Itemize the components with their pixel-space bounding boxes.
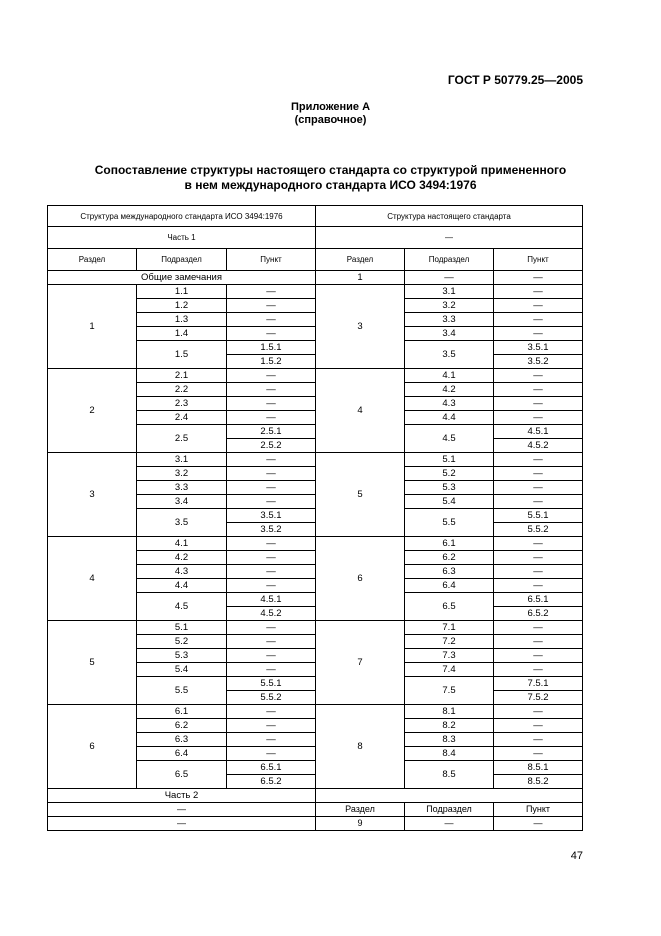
gost-item-cell: 4.5.2 <box>494 439 583 453</box>
gost-subsection-cell: 3.5 <box>405 341 494 369</box>
gost-item-cell: — <box>494 719 583 733</box>
standard-designation: ГОСТ Р 50779.25—2005 <box>447 73 583 87</box>
gost-item-cell: — <box>494 579 583 593</box>
iso-item-cell: — <box>227 719 316 733</box>
comparison-table <box>47 205 583 831</box>
iso-item-cell: 5.5.2 <box>227 691 316 705</box>
gost-item-cell: — <box>494 327 583 341</box>
gost-item-cell: — <box>494 537 583 551</box>
gost-section-cell: 3 <box>316 285 405 369</box>
iso-item-cell: — <box>227 747 316 761</box>
gost-item-cell: 8.5.1 <box>494 761 583 775</box>
page-number: 47 <box>570 850 583 862</box>
gost-subsection-cell: 3.4 <box>405 327 494 341</box>
gost-item-cell: — <box>494 495 583 509</box>
iso-subsection-cell: 3.3 <box>137 481 227 495</box>
iso-item-cell: — <box>227 397 316 411</box>
gost-item-cell: — <box>494 467 583 481</box>
iso-item-cell: 2.5.2 <box>227 439 316 453</box>
iso-item-cell: — <box>227 285 316 299</box>
iso-item-cell: — <box>227 621 316 635</box>
gost-subsection-cell: 8.2 <box>405 719 494 733</box>
iso-item-cell: — <box>227 453 316 467</box>
gost-subsection-cell: 8.4 <box>405 747 494 761</box>
iso-subsection-cell: 6.1 <box>137 705 227 719</box>
appendix-title: Приложение А <box>290 101 371 113</box>
table-row <box>48 285 583 299</box>
gost-subsection-cell: 4.3 <box>405 397 494 411</box>
part-2-gost-section: 9 <box>316 817 405 831</box>
iso-item-cell: 3.5.2 <box>227 523 316 537</box>
iso-item-cell: 1.5.1 <box>227 341 316 355</box>
table-caption <box>0 163 661 193</box>
gost-item-cell: 7.5.2 <box>494 691 583 705</box>
gost-item-cell: — <box>494 411 583 425</box>
iso-item-cell: 4.5.1 <box>227 593 316 607</box>
gost-part-2-empty <box>316 789 583 803</box>
iso-item-cell: — <box>227 663 316 677</box>
gost-subsection-cell: 4.2 <box>405 383 494 397</box>
iso-item-cell: 4.5.2 <box>227 607 316 621</box>
iso-part-2-data-dash: — <box>48 817 316 831</box>
iso-item-cell: — <box>227 299 316 313</box>
iso-subsection-cell: 1.3 <box>137 313 227 327</box>
gost-item-cell: — <box>494 705 583 719</box>
gost-subsection-cell: 5.4 <box>405 495 494 509</box>
gost-item-cell: — <box>494 621 583 635</box>
gost-subsection-cell: 8.3 <box>405 733 494 747</box>
iso-subsection-cell: 2.2 <box>137 383 227 397</box>
iso-item-cell: 6.5.2 <box>227 775 316 789</box>
gost-item-cell: 8.5.2 <box>494 775 583 789</box>
gost-item-cell: — <box>494 649 583 663</box>
iso-subsection-cell: 1.2 <box>137 299 227 313</box>
gost-subsection-cell: 4.1 <box>405 369 494 383</box>
iso-item-cell: — <box>227 537 316 551</box>
gost-item-cell: 4.5.1 <box>494 425 583 439</box>
iso-item-cell: — <box>227 313 316 327</box>
gost-subsection-cell: 7.3 <box>405 649 494 663</box>
table-row <box>48 453 583 467</box>
table-part-row <box>48 227 583 249</box>
part-2-row <box>48 789 583 803</box>
iso-item-cell: — <box>227 327 316 341</box>
iso-subsection-cell: 6.5 <box>137 761 227 789</box>
gost-item-cell: — <box>494 313 583 327</box>
gost-subsection-cell: 8.5 <box>405 761 494 789</box>
caption-line-1: Сопоставление структуры настоящего стандарта со структурой примененного <box>94 163 567 177</box>
appendix-heading <box>0 101 661 127</box>
iso-subsection-cell: 6.3 <box>137 733 227 747</box>
iso-part-1: Часть 1 <box>48 227 316 249</box>
caption-line-2: в нем международного стандарта ИСО 3494:1976 <box>184 178 477 192</box>
iso-item-cell: 6.5.1 <box>227 761 316 775</box>
gost-subsection-cell: 4.5 <box>405 425 494 453</box>
gost-subsection-cell: 4.4 <box>405 411 494 425</box>
gost-subsection-cell: 7.5 <box>405 677 494 705</box>
part-2-col-section: Раздел <box>316 803 405 817</box>
iso-section-cell: 1 <box>48 285 137 369</box>
iso-item-cell: 2.5.1 <box>227 425 316 439</box>
iso-item-cell: — <box>227 579 316 593</box>
iso-subsection-cell: 1.4 <box>137 327 227 341</box>
col-header-iso-subsection: Подраздел <box>137 249 227 271</box>
iso-subsection-cell: 4.2 <box>137 551 227 565</box>
part-2-gost-item: — <box>494 817 583 831</box>
gost-subsection-cell: 8.1 <box>405 705 494 719</box>
iso-item-cell: — <box>227 411 316 425</box>
gost-section-cell: 6 <box>316 537 405 621</box>
gost-subsection-cell: 7.1 <box>405 621 494 635</box>
iso-subsection-cell: 3.5 <box>137 509 227 537</box>
gost-item-cell: 6.5.1 <box>494 593 583 607</box>
iso-section-cell: 3 <box>48 453 137 537</box>
gost-section-cell: 5 <box>316 453 405 537</box>
iso-subsection-cell: 3.4 <box>137 495 227 509</box>
iso-subsection-cell: 1.5 <box>137 341 227 369</box>
iso-subsection-cell: 4.4 <box>137 579 227 593</box>
iso-item-cell: — <box>227 467 316 481</box>
iso-section-cell: 2 <box>48 369 137 453</box>
iso-item-cell: 3.5.1 <box>227 509 316 523</box>
iso-item-cell: — <box>227 383 316 397</box>
iso-part-2: Часть 2 <box>48 789 316 803</box>
iso-item-cell: — <box>227 369 316 383</box>
general-remarks-cell: Общие замечания <box>48 271 316 285</box>
gost-item-cell: — <box>494 285 583 299</box>
iso-section-cell: 6 <box>48 705 137 789</box>
part-2-col-subsection: Подраздел <box>405 803 494 817</box>
gost-item-cell: — <box>494 663 583 677</box>
gost-item-cell: — <box>494 635 583 649</box>
iso-item-cell: — <box>227 565 316 579</box>
iso-item-cell: — <box>227 649 316 663</box>
gost-subsection-cell: 5.5 <box>405 509 494 537</box>
iso-item-cell: 1.5.2 <box>227 355 316 369</box>
part-2-col-item: Пункт <box>494 803 583 817</box>
gost-item-cell: 5.5.2 <box>494 523 583 537</box>
general-gost-item: — <box>494 271 583 285</box>
iso-subsection-cell: 2.3 <box>137 397 227 411</box>
iso-item-cell: — <box>227 551 316 565</box>
table-row <box>48 621 583 635</box>
gost-section-cell: 7 <box>316 621 405 705</box>
gost-part-dash: — <box>316 227 583 249</box>
iso-subsection-cell: 4.3 <box>137 565 227 579</box>
iso-subsection-cell: 2.5 <box>137 425 227 453</box>
iso-subsection-cell: 6.4 <box>137 747 227 761</box>
col-header-gost-item: Пункт <box>494 249 583 271</box>
header-gost-structure: Структура настоящего стандарта <box>316 206 583 227</box>
gost-item-cell: — <box>494 369 583 383</box>
gost-subsection-cell: 6.3 <box>405 565 494 579</box>
iso-subsection-cell: 4.1 <box>137 537 227 551</box>
part-2-gost-subsection: — <box>405 817 494 831</box>
gost-subsection-cell: 3.3 <box>405 313 494 327</box>
col-header-iso-item: Пункт <box>227 249 316 271</box>
iso-item-cell: — <box>227 635 316 649</box>
col-header-gost-section: Раздел <box>316 249 405 271</box>
iso-subsection-cell: 1.1 <box>137 285 227 299</box>
table-column-header-row <box>48 249 583 271</box>
gost-subsection-cell: 6.5 <box>405 593 494 621</box>
iso-item-cell: 5.5.1 <box>227 677 316 691</box>
gost-subsection-cell: 3.2 <box>405 299 494 313</box>
gost-subsection-cell: 3.1 <box>405 285 494 299</box>
appendix-note: (справочное) <box>294 114 367 126</box>
gost-item-cell: — <box>494 397 583 411</box>
iso-subsection-cell: 6.2 <box>137 719 227 733</box>
table-row <box>48 369 583 383</box>
iso-subsection-cell: 3.1 <box>137 453 227 467</box>
general-gost-subsection: — <box>405 271 494 285</box>
gost-item-cell: — <box>494 383 583 397</box>
table-row <box>48 705 583 719</box>
gost-item-cell: — <box>494 565 583 579</box>
col-header-iso-section: Раздел <box>48 249 137 271</box>
gost-item-cell: 6.5.2 <box>494 607 583 621</box>
part-2-data-row <box>48 817 583 831</box>
gost-section-cell: 8 <box>316 705 405 789</box>
gost-subsection-cell: 6.4 <box>405 579 494 593</box>
iso-section-cell: 5 <box>48 621 137 705</box>
iso-subsection-cell: 5.1 <box>137 621 227 635</box>
iso-item-cell: — <box>227 705 316 719</box>
iso-subsection-cell: 5.4 <box>137 663 227 677</box>
iso-item-cell: — <box>227 481 316 495</box>
header-iso-structure: Структура международного стандарта ИСО 3494:1976 <box>48 206 316 227</box>
gost-subsection-cell: 6.1 <box>405 537 494 551</box>
general-remarks-row <box>48 271 583 285</box>
table-row <box>48 537 583 551</box>
gost-item-cell: 3.5.1 <box>494 341 583 355</box>
iso-subsection-cell: 5.3 <box>137 649 227 663</box>
general-gost-section: 1 <box>316 271 405 285</box>
gost-section-cell: 4 <box>316 369 405 453</box>
iso-subsection-cell: 5.5 <box>137 677 227 705</box>
gost-item-cell: — <box>494 747 583 761</box>
gost-item-cell: 3.5.2 <box>494 355 583 369</box>
gost-item-cell: — <box>494 453 583 467</box>
comparison-table-body <box>48 206 583 831</box>
iso-subsection-cell: 2.1 <box>137 369 227 383</box>
iso-item-cell: — <box>227 733 316 747</box>
iso-subsection-cell: 5.2 <box>137 635 227 649</box>
gost-item-cell: — <box>494 733 583 747</box>
gost-subsection-cell: 5.3 <box>405 481 494 495</box>
gost-item-cell: 7.5.1 <box>494 677 583 691</box>
iso-item-cell: — <box>227 495 316 509</box>
iso-part-2-dash: — <box>48 803 316 817</box>
iso-subsection-cell: 4.5 <box>137 593 227 621</box>
part-2-header-row <box>48 803 583 817</box>
gost-subsection-cell: 7.2 <box>405 635 494 649</box>
iso-subsection-cell: 3.2 <box>137 467 227 481</box>
gost-subsection-cell: 5.2 <box>405 467 494 481</box>
iso-subsection-cell: 2.4 <box>137 411 227 425</box>
gost-subsection-cell: 6.2 <box>405 551 494 565</box>
gost-subsection-cell: 7.4 <box>405 663 494 677</box>
table-header-row <box>48 206 583 227</box>
gost-item-cell: 5.5.1 <box>494 509 583 523</box>
gost-item-cell: — <box>494 481 583 495</box>
gost-item-cell: — <box>494 299 583 313</box>
gost-item-cell: — <box>494 551 583 565</box>
col-header-gost-subsection: Подраздел <box>405 249 494 271</box>
gost-subsection-cell: 5.1 <box>405 453 494 467</box>
iso-section-cell: 4 <box>48 537 137 621</box>
